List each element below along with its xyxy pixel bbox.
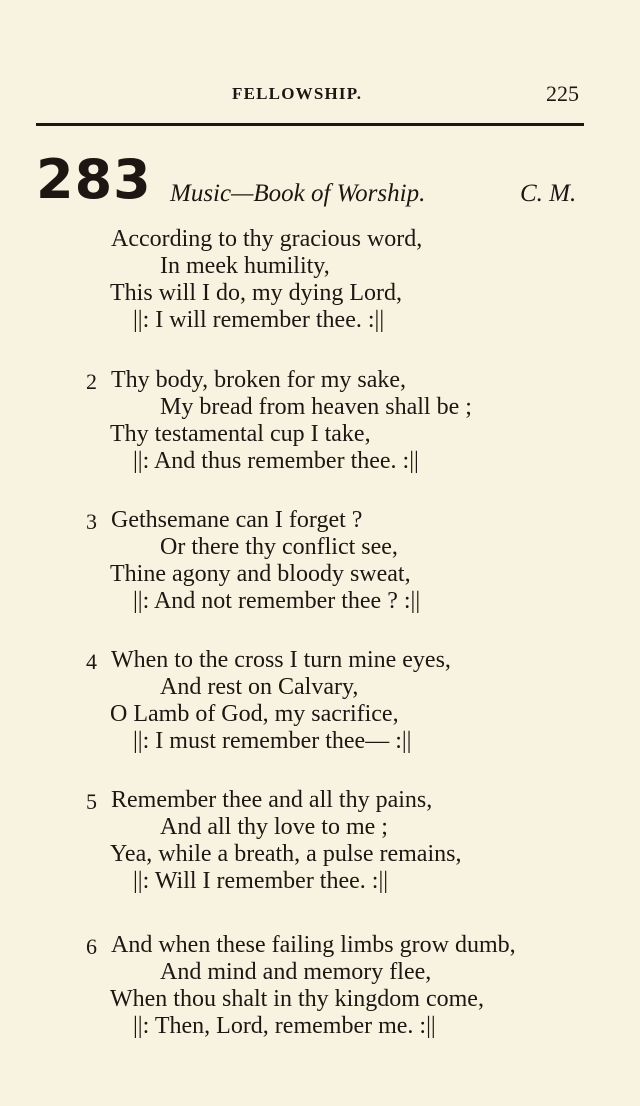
stanza-line: When thou shalt in thy kingdom come, — [110, 986, 484, 1012]
stanza-line: ||: And thus remember thee. :|| — [133, 448, 419, 474]
stanza-line: ||: I must remember thee— :|| — [133, 728, 412, 754]
stanza-line: In meek humility, — [160, 253, 330, 279]
tune-name: Music—Book of Worship. — [170, 180, 426, 207]
stanza-line: ||: Will I remember thee. :|| — [133, 868, 389, 894]
stanza-line: Or there thy conflict see, — [160, 534, 398, 560]
page-number: 225 — [546, 81, 579, 106]
stanza-line: My bread from heaven shall be ; — [160, 394, 472, 420]
stanza-line: Thine agony and bloody sweat, — [110, 561, 411, 587]
stanza-line: O Lamb of God, my sacrifice, — [110, 701, 399, 727]
stanza-line: Gethsemane can I forget ? — [111, 507, 363, 533]
stanza-line: Thy testamental cup I take, — [110, 421, 371, 447]
stanza-number: 4 — [86, 649, 97, 674]
stanza-line: According to thy gracious word, — [111, 226, 423, 252]
stanza-line: Thy body, broken for my sake, — [111, 367, 407, 393]
stanza-number: 5 — [86, 789, 97, 814]
stanza-line: ||: I will remember thee. :|| — [133, 307, 385, 333]
stanza-line: And mind and memory flee, — [160, 959, 432, 985]
stanza-line: ||: Then, Lord, remember me. :|| — [133, 1013, 436, 1039]
section-title: FELLOWSHIP. — [232, 84, 363, 103]
stanza-number: 3 — [86, 509, 97, 534]
stanza-line: And all thy love to me ; — [160, 814, 388, 840]
stanza-number: 2 — [86, 369, 97, 394]
stanza-line: This will I do, my dying Lord, — [110, 280, 402, 306]
stanza-line: And rest on Calvary, — [160, 674, 359, 700]
running-header — [0, 81, 640, 110]
header-rule — [36, 123, 584, 126]
hymn-number: 283 — [36, 148, 152, 211]
stanza-line: And when these failing limbs grow dumb, — [111, 932, 516, 958]
stanza-line: Remember thee and all thy pains, — [111, 787, 433, 813]
meter: C. M. — [520, 180, 577, 207]
stanza-line: Yea, while a breath, a pulse remains, — [110, 841, 462, 867]
hymn-heading — [0, 150, 640, 220]
stanza-line: ||: And not remember thee ? :|| — [133, 588, 421, 614]
stanza-line: When to the cross I turn mine eyes, — [111, 647, 451, 673]
stanza-number: 6 — [86, 934, 97, 959]
